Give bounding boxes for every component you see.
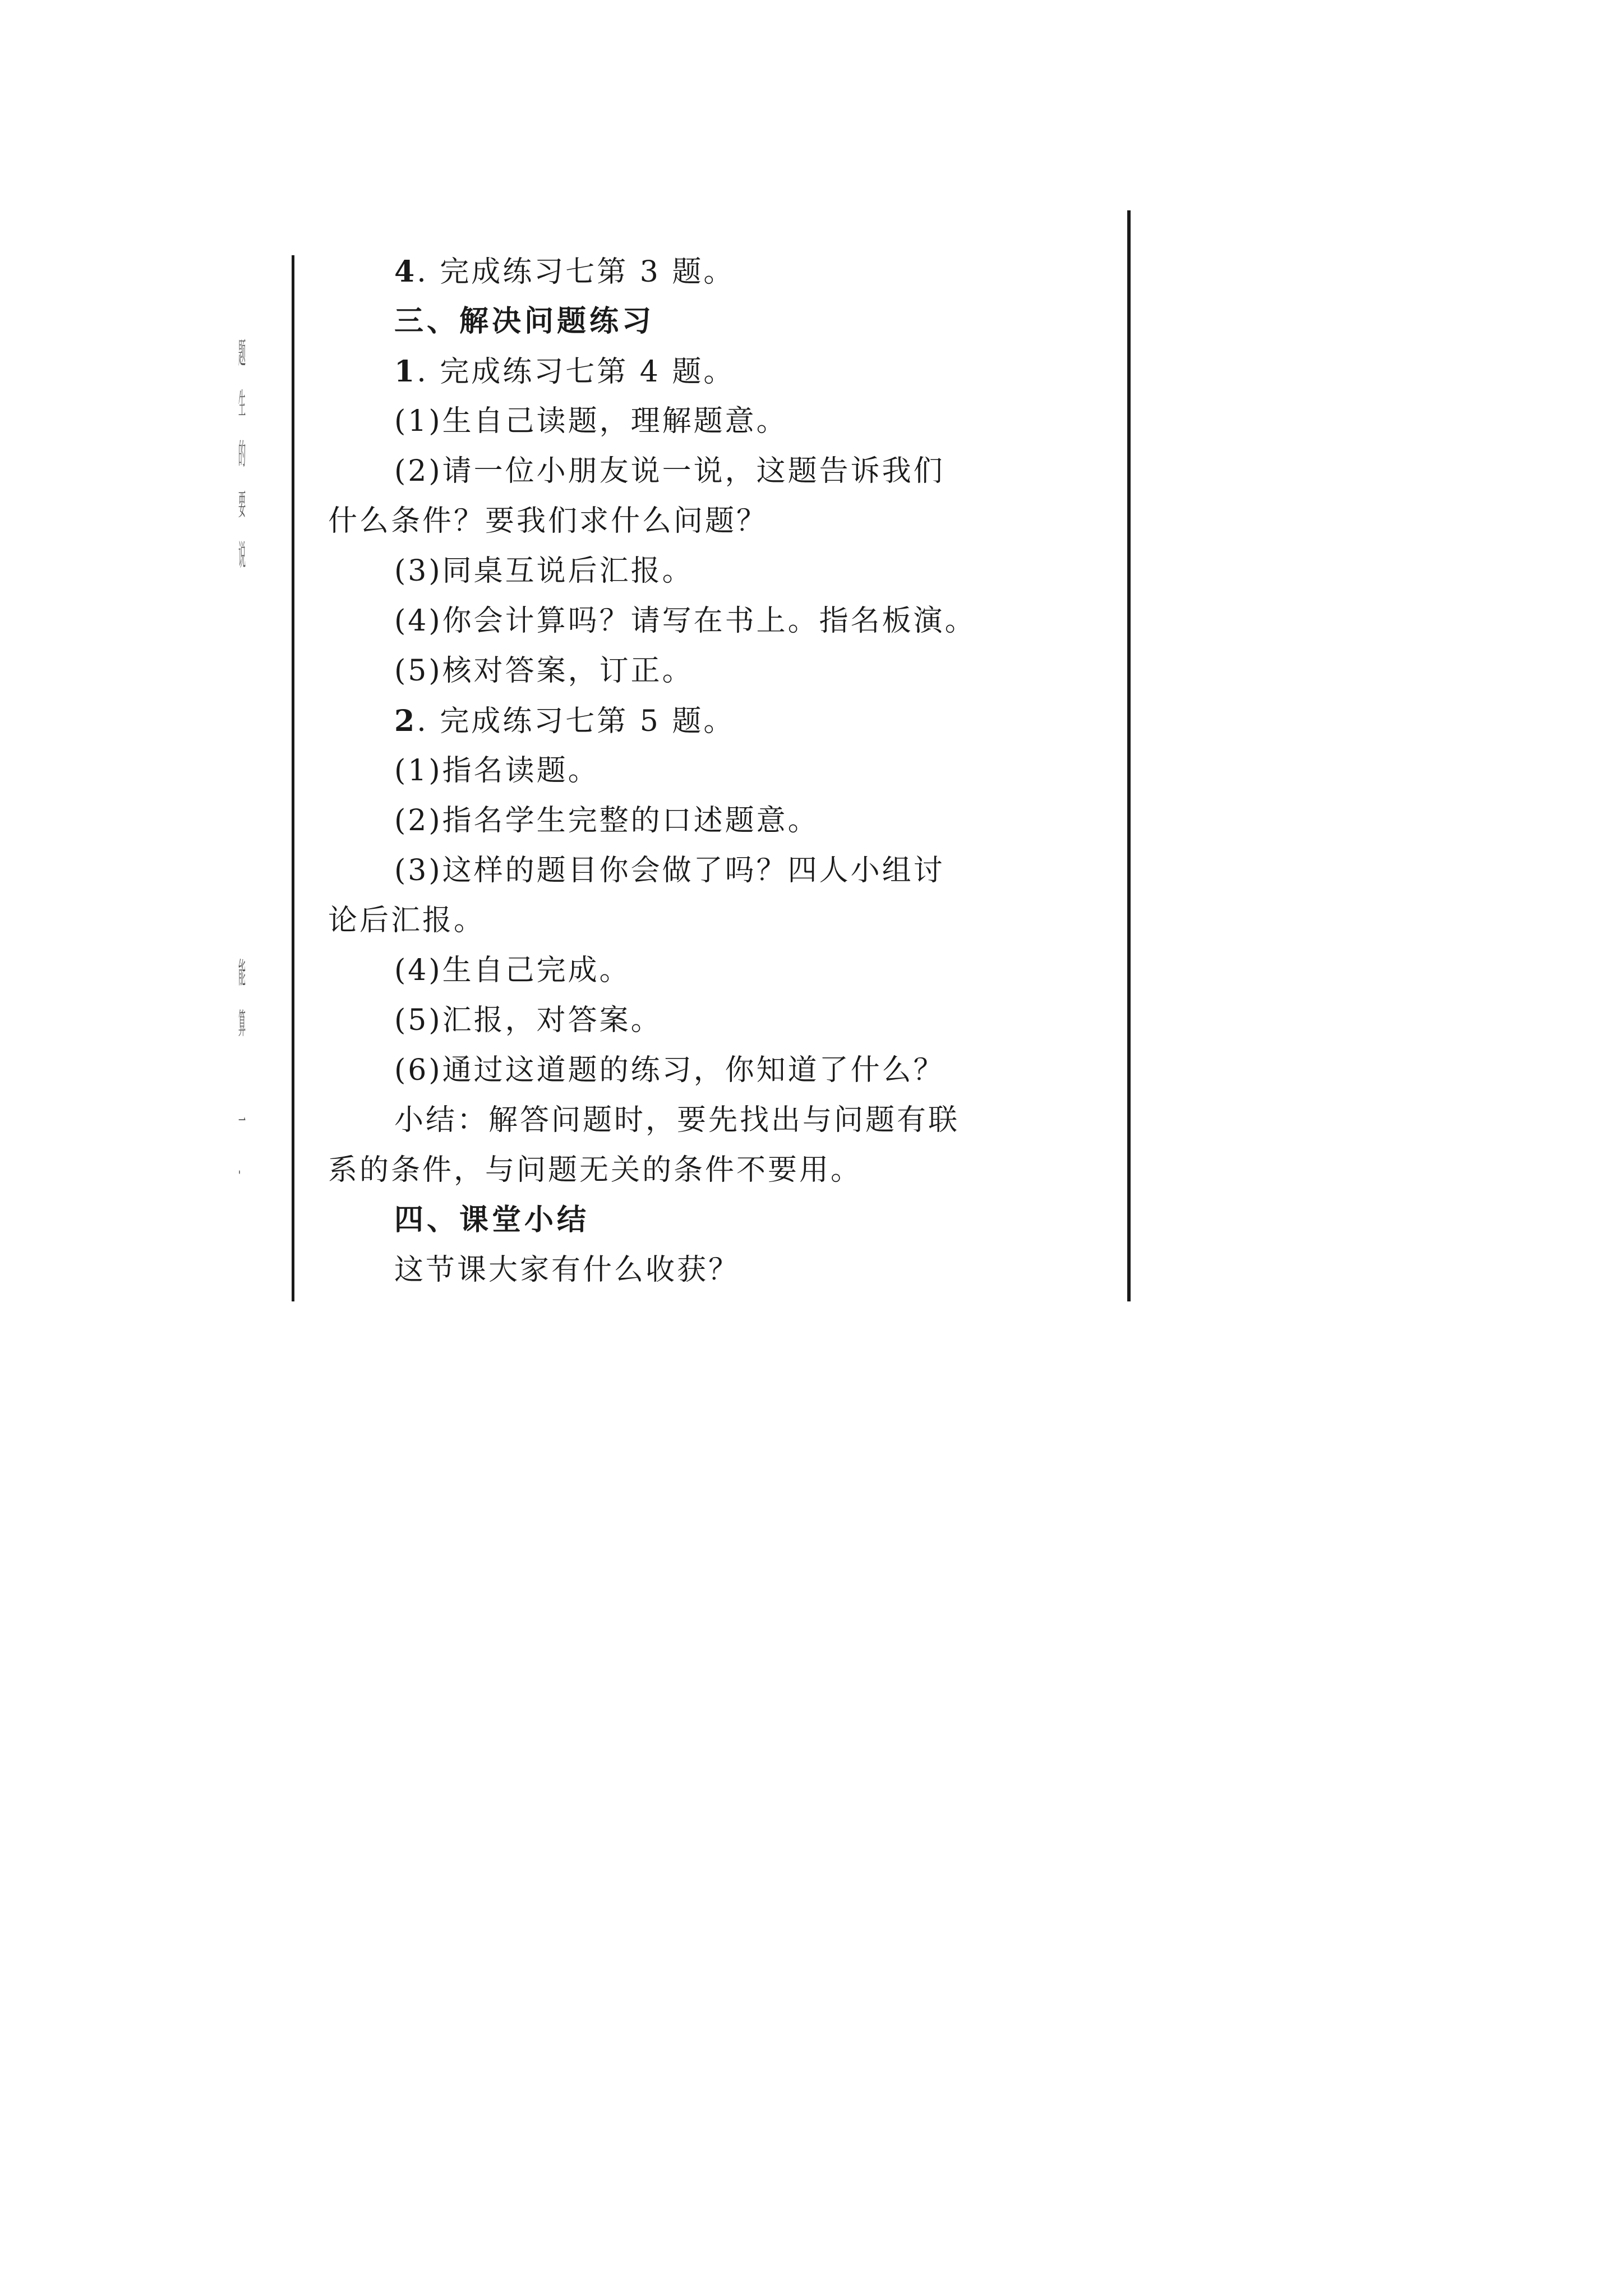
text-line: 1. 完成练习七第 4 题。 bbox=[394, 355, 735, 389]
text-line: (4)生自己完成。 bbox=[394, 954, 631, 987]
text-line: (6)通过这道题的练习，你知道了什么？ bbox=[394, 1053, 945, 1087]
summary-line: 小结：解答问题时，要先找出与问题有联 bbox=[394, 1103, 960, 1137]
left-margin-rule bbox=[292, 255, 294, 1301]
summary-line: 系的条件，与问题无关的条件不要用。 bbox=[328, 1153, 863, 1187]
margin-fragment: · bbox=[238, 1156, 241, 1190]
text-line: (5)汇报，对答案。 bbox=[394, 1004, 662, 1037]
text-line: (3)同桌互说后汇报。 bbox=[394, 554, 694, 588]
text-line: (4)你会计算吗？请写在书上。指名板演。 bbox=[394, 604, 976, 638]
margin-fragment: 能 bbox=[238, 957, 246, 991]
item-number: 4 bbox=[394, 255, 417, 289]
text-line: (3)这样的题目你会做了吗？四人小组讨 bbox=[394, 854, 945, 887]
lesson-text bbox=[328, 247, 987, 1295]
item-number: 1 bbox=[394, 355, 417, 389]
text-line: (2)指名学生完整的口述题意。 bbox=[394, 804, 819, 838]
text-line: (1)生自己读题，理解题意。 bbox=[394, 404, 788, 438]
text-line: 什么条件？要我们求什么问题？ bbox=[328, 504, 768, 538]
text-line: (2)请一位小朋友说一说，这题告诉我们 bbox=[394, 454, 945, 488]
text-line: 2. 完成练习七第 5 题。 bbox=[394, 704, 735, 738]
margin-fragment: 说 bbox=[238, 539, 246, 573]
section-heading: 四、课堂小结 bbox=[394, 1203, 590, 1237]
margin-fragment: 要 bbox=[238, 489, 246, 522]
item-number: 2 bbox=[394, 704, 417, 738]
section-heading: 三、解决问题练习 bbox=[394, 305, 655, 338]
margin-fragment: 算 bbox=[238, 1007, 246, 1041]
text-line: 这节课大家有什么收获？ bbox=[394, 1253, 740, 1287]
margin-fragment: 一 bbox=[238, 1106, 246, 1139]
text-line: 4. 完成练习七第 3 题。 bbox=[394, 255, 735, 289]
text-line: (5)核对答案，订正。 bbox=[394, 654, 694, 688]
text-line: 论后汇报。 bbox=[328, 904, 486, 937]
text-line: (1)指名读题。 bbox=[394, 754, 600, 788]
margin-fragment: 生 bbox=[238, 388, 246, 421]
margin-fragment: 题 bbox=[238, 337, 246, 371]
right-margin-rule bbox=[1127, 210, 1131, 1301]
margin-fragment: 的 bbox=[238, 438, 246, 472]
